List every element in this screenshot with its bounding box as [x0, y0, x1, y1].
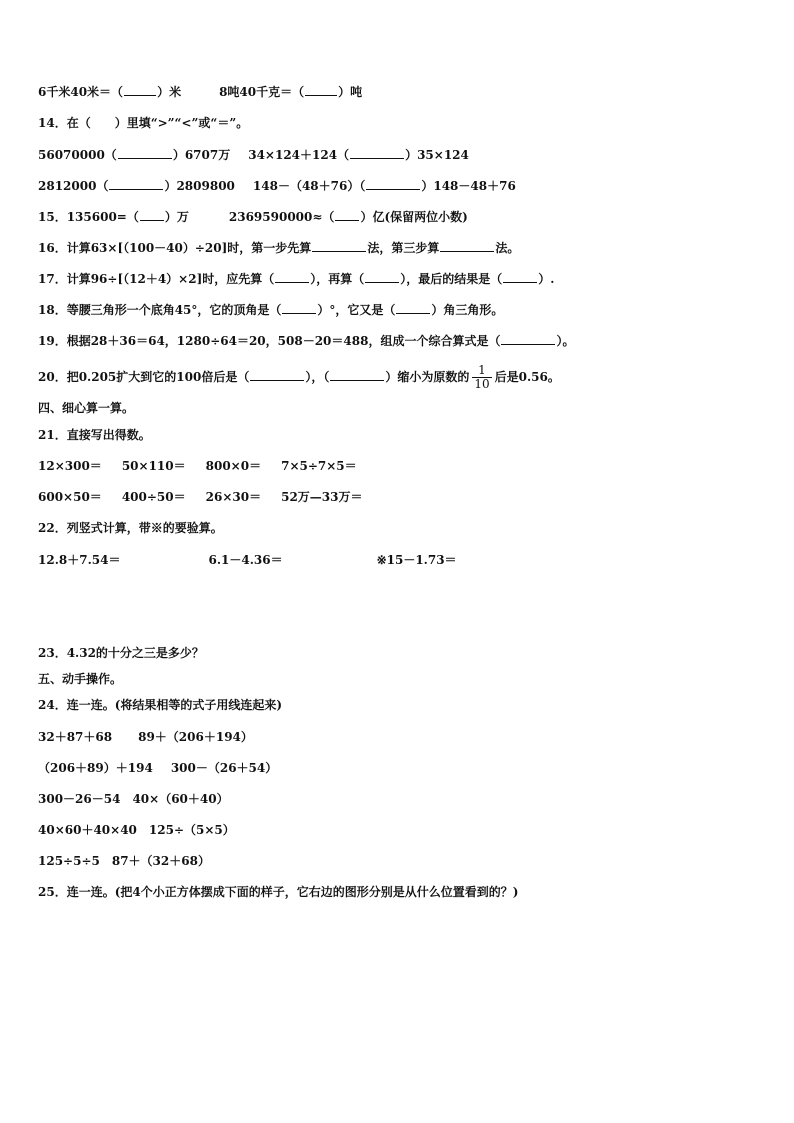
answer-blank[interactable] [140, 209, 164, 221]
section-four-heading: 四、细心算一算。 [38, 401, 135, 415]
answer-blank[interactable] [330, 369, 384, 381]
q18-line: 18．等腰三角形一个底角45°，它的顶角是（ ）°，它又是（ ）角三角形。 [38, 303, 504, 317]
q24-row-1: 32＋87＋68 89＋（206＋194） [38, 730, 253, 744]
answer-blank[interactable] [350, 147, 404, 159]
q22-title: 22．列竖式计算，带※的要验算。 [38, 521, 223, 535]
answer-blank[interactable] [250, 369, 304, 381]
q21-title: 21．直接写出得数。 [38, 428, 151, 442]
answer-blank[interactable] [503, 271, 537, 283]
q21-row-1: 12×300＝ 50×110＝ 800×0＝ 7×5÷7×5＝ [38, 459, 357, 473]
fraction: $\frac{1}{10}$ [474, 363, 490, 391]
q24-row-3: 300－26－54 40×（60＋40） [38, 792, 229, 806]
section-five-heading: 五、动手操作。 [38, 672, 123, 686]
q23-line: 23．4.32的十分之三是多少？ [38, 646, 204, 660]
answer-blank[interactable] [396, 302, 430, 314]
answer-blank[interactable] [501, 333, 555, 345]
q21-row-2: 600×50＝ 400÷50＝ 26×30＝ 52万—33万＝ [38, 490, 363, 504]
answer-blank[interactable] [366, 178, 420, 190]
answer-blank[interactable] [275, 271, 309, 283]
q24-row-5: 125÷5÷5 87＋（32＋68） [38, 854, 210, 868]
q15-line: 15．135600=（ ）万 2369590000≈（ ）亿(保留两位小数) [38, 210, 468, 224]
q24-row-4: 40×60＋40×40 125÷（5×5） [38, 823, 235, 837]
q19-line: 19．根据28＋36＝64，1280÷64＝20，508－20＝488，组成一个综合算式是（ ）。 [38, 334, 575, 348]
q16-line: 16．计算63×[（100－40）÷20]时，第一步先算 法，第三步算 法。 [38, 241, 520, 255]
answer-blank[interactable] [305, 84, 337, 96]
answer-blank[interactable] [365, 271, 399, 283]
q25-line: 25．连一连。(把4个小正方体摆成下面的样子，它右边的图形分别是从什么位置看到的？) [38, 885, 519, 899]
q24-row-2: （206＋89）＋194 300－（26＋54） [38, 761, 278, 775]
q17-line: 17．计算96÷[（12＋4）×2]时，应先算（ ），再算（ ），最后的结果是（ ）. [38, 272, 555, 286]
answer-blank[interactable] [282, 302, 316, 314]
q13-line: 6千米40米＝（ ）米 8吨40千克＝（ ）吨 [38, 85, 363, 99]
q24-title: 24．连一连。(将结果相等的式子用线连起来) [38, 698, 283, 712]
q14-title: 14．在（ ）里填“>”“<”或“＝”。 [38, 116, 249, 130]
answer-blank[interactable] [312, 240, 366, 252]
answer-blank[interactable] [109, 178, 163, 190]
q22-row: 12.8＋7.54＝ 6.1－4.36＝ ※15－1.73＝ [38, 553, 457, 567]
q14-row-2: 2812000（ ）2809800 148－（48＋76）（ ）148－48＋76 [38, 179, 516, 193]
q14-row-1: 56070000（ ）6707万 34×124＋124（ ）35×124 [38, 148, 469, 162]
answer-blank[interactable] [124, 84, 156, 96]
q20-line: 20．把0.205扩大到它的100倍后是（ ），（ ）缩小为原数的 $\frac{1}{10}$ 后是0.56。 [38, 363, 560, 391]
answer-blank[interactable] [335, 209, 359, 221]
answer-blank[interactable] [440, 240, 494, 252]
answer-blank[interactable] [118, 147, 172, 159]
